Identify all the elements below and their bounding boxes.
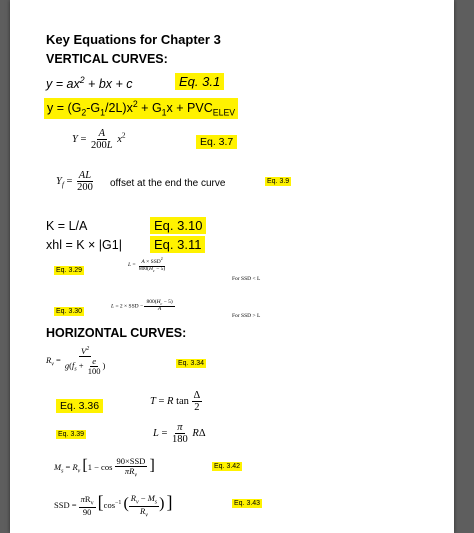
equation-3-39: L = $\frac{\pi}{180}$ RΔ [153,422,206,446]
equation-3-9: $Y_f$ = $\frac{AL}{200}$ [56,170,93,194]
tag-eq-3-10: Eq. 3.10 [150,217,206,234]
document-page [10,0,454,533]
tag-eq-3-42: Eq. 3.42 [214,463,241,470]
tag-eq-3-7: Eq. 3.7 [196,135,237,149]
equation-3-34: $R_v$ = $V^2$ $g(f_s$ + $\frac{e}{100}$ ) [46,345,106,376]
equation-3-43: SSD = $\frac{\pi R_v}{90}$ [$\cos^{-1}$ ( $\frac{R_v - M_s}{R_v}$ ) ] [54,492,173,519]
tag-eq-3-36: Eq. 3.36 [56,399,103,413]
equation-3-10: K = L/A [46,219,88,233]
tag-eq-3-11: Eq. 3.11 [150,236,205,253]
equation-3-30: L = 2 × SSD − $\frac{800(H_c - 5)}{A}$ [111,299,173,313]
page-title: Key Equations for Chapter 3 [46,32,221,47]
tag-eq-3-34: Eq. 3.34 [178,360,205,367]
tag-eq-3-1: Eq. 3.1 [175,73,224,90]
equation-general-form: $y = (G_2-G_1/2L)x^2 + G_1x + PVC_{ELEV}$ [44,98,238,119]
condition-ssd-greater-l: For SSD > L [232,313,261,319]
equation-3-7: Y = $\frac{A}{200L}$ $x^2$ [72,128,126,152]
equation-3-36: T = R tan $\frac{\Delta}{2}$ [150,390,201,414]
section-vertical-curves: VERTICAL CURVES: [46,52,168,66]
equation-3-11: xhl = K × |G1| [46,238,122,252]
equation-3-9-note: offset at the end the curve [110,178,226,189]
tag-eq-3-43: Eq. 3.43 [234,500,261,507]
tag-eq-3-30: Eq. 3.30 [56,308,83,315]
condition-ssd-less-l: For SSD < L [232,276,261,282]
tag-eq-3-29: Eq. 3.29 [56,267,83,274]
tag-eq-3-39: Eq. 3.39 [58,431,85,438]
equation-3-1: $y = ax^2$ + bx + c [46,75,133,92]
tag-eq-3-9: Eq. 3.9 [267,178,290,185]
section-horizontal-curves: HORIZONTAL CURVES: [46,326,187,340]
equation-3-29: L = $\frac{A \times SSD^2}{800(H_c - 5)}$ [128,257,166,273]
equation-3-42: $M_s = R_v$ [1 − cos $\frac{\text{90×SSD}}{\pi R_v}$ ] [54,456,155,479]
